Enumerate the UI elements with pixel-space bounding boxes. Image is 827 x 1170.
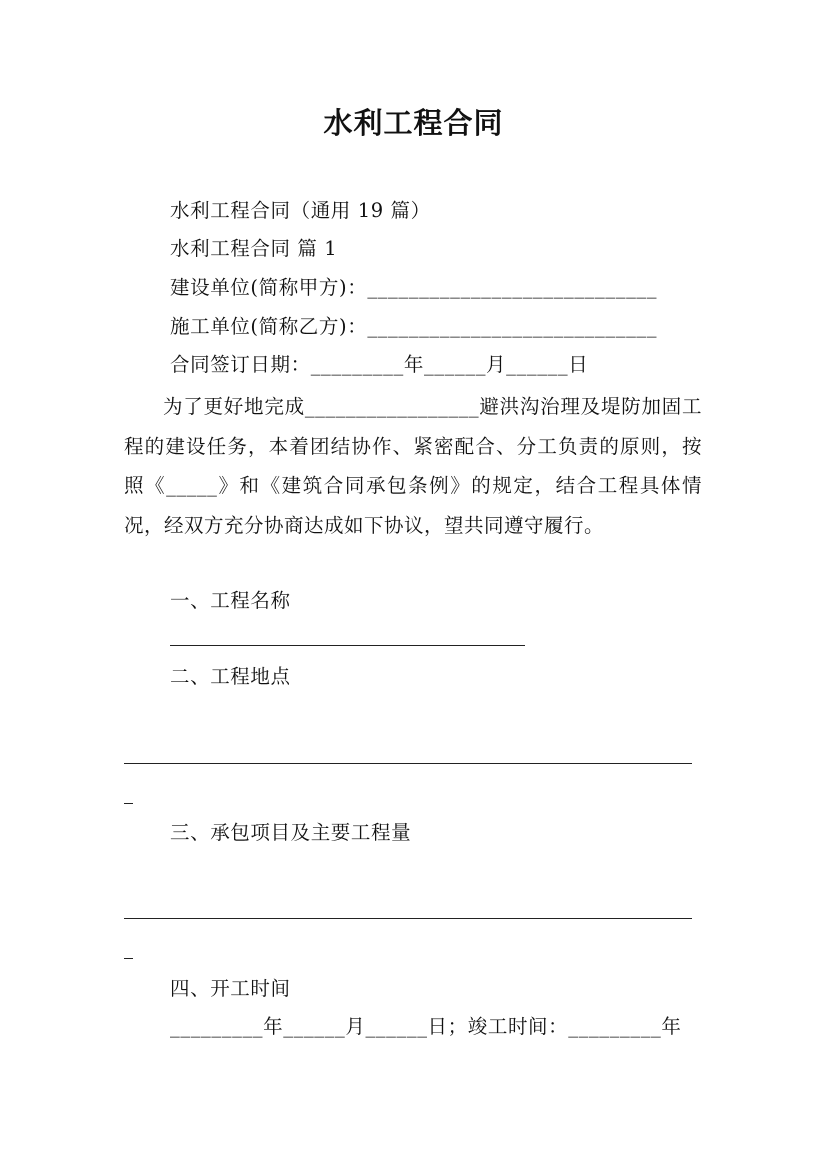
sign-date-line: 合同签订日期：_________年______月______日 [170, 353, 589, 376]
project-scope-blank-continuation [124, 958, 133, 959]
item2-heading: 二、工程地点 [170, 665, 291, 688]
party-a-line: 建设单位(简称甲方)：____________________________ [170, 276, 658, 299]
item1-heading: 一、工程名称 [170, 589, 291, 612]
party-b-line: 施工单位(简称乙方)：____________________________ [170, 315, 658, 338]
intro-paragraph-block [124, 387, 702, 545]
intro-paragraph: 为了更好地完成_________________避洪沟治理及堤防加固工程的建设任务，本着团结协作、紧密配合、分工负责的原则，按照《_____》和《建筑合同承包条例》的规定，结合工程具体情况，经双方充分协商达成如下协议，望共同遵守履行。 [124, 395, 702, 537]
project-name-blank [170, 645, 525, 646]
project-scope-blank [124, 918, 692, 919]
document-title: 水利工程合同 [323, 106, 504, 140]
item4-heading: 四、开工时间 [170, 977, 291, 1000]
section-heading: 水利工程合同 篇 1 [170, 237, 338, 260]
start-date-line: _________年______月______日；竣工时间：_________年 [170, 1015, 682, 1038]
item3-heading: 三、承包项目及主要工程量 [170, 821, 412, 844]
project-location-blank-continuation [124, 803, 133, 804]
project-location-blank [124, 763, 692, 764]
subtitle: 水利工程合同（通用 19 篇） [170, 199, 431, 222]
